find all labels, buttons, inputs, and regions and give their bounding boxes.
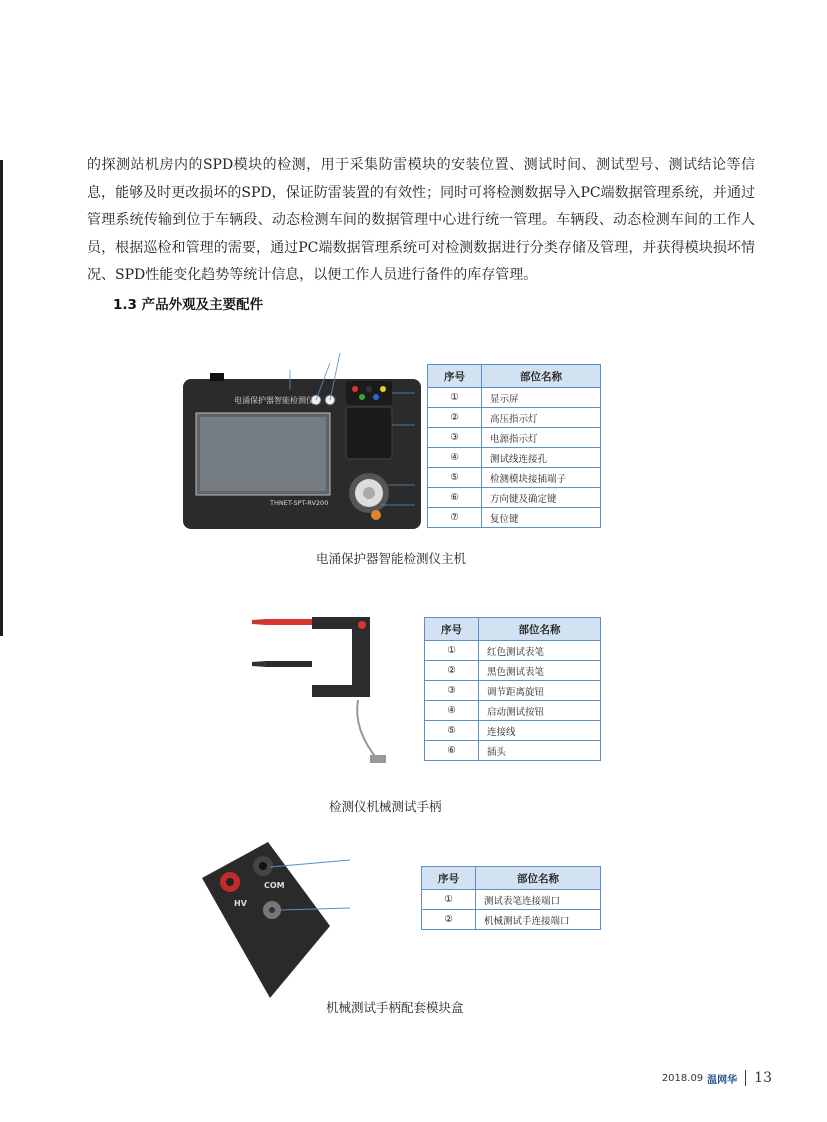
row-part-name: 测试线连接孔: [482, 448, 601, 468]
row-part-name: 方向键及确定键: [482, 488, 601, 508]
table-row: [425, 641, 601, 661]
header-name: 部位名称: [476, 867, 601, 890]
table-row: [428, 408, 601, 428]
issue-date: 2018.09: [661, 1072, 704, 1084]
row-number: ①: [425, 641, 479, 661]
com-label: COM: [264, 881, 285, 890]
row-number: ②: [425, 661, 479, 681]
row-part-name: 测试表笔连接端口: [476, 890, 601, 910]
row-part-name: 检测模块接插端子: [482, 468, 601, 488]
left-margin-bar: [0, 160, 3, 636]
table-row: [422, 910, 601, 930]
table-row: [425, 741, 601, 761]
main-unit-figure: [180, 345, 430, 535]
row-number: ⑦: [428, 508, 482, 528]
row-number: ⑥: [425, 741, 479, 761]
header-name: 部位名称: [482, 365, 601, 388]
table-row: [428, 388, 601, 408]
row-number: ②: [422, 910, 476, 930]
row-number: ⑤: [425, 721, 479, 741]
row-number: ③: [428, 428, 482, 448]
table-row: [425, 681, 601, 701]
table-row: [425, 661, 601, 681]
page-footer: [662, 1070, 772, 1086]
table-row: [428, 488, 601, 508]
row-number: ①: [422, 890, 476, 910]
paragraph-text: 的探测站机房内的SPD模块的检测，用于采集防雷模块的安装位置、测试时间、测试型号、测试结论等信息，能够及时更改损坏的SPD，保证防雷装置的有效性；同时可将检测数据导入PC端数据管理系统，并通过管理系统传输到位于车辆段、动态检测车间的数据管理中心进行统一管理。车辆段、动态检测车间的工作人员，根据巡检和管理的需要，通过PC端数据管理系统可对检测数据进行分类存储及管理，并获得模块损坏情况、SPD性能变化趋势等统计信息，以便工作人员进行备件的库存管理。: [87, 157, 755, 284]
module-box-caption: 机械测试手柄配套模块盒: [326, 1000, 464, 1015]
row-part-name: 电源指示灯: [482, 428, 601, 448]
header-num: 序号: [422, 867, 476, 890]
table-row: [428, 428, 601, 448]
handle-figure: [230, 605, 420, 775]
row-number: ③: [425, 681, 479, 701]
header-name: 部位名称: [479, 618, 601, 641]
table-row: [422, 890, 601, 910]
row-part-name: 调节距离旋钮: [479, 681, 601, 701]
row-part-name: 高压指示灯: [482, 408, 601, 428]
module-box-figure: [190, 838, 370, 1003]
row-part-name: 显示屏: [482, 388, 601, 408]
row-number: ⑤: [428, 468, 482, 488]
row-part-name: 启动测试按钮: [479, 701, 601, 721]
hv-label: HV: [234, 899, 247, 908]
row-number: ②: [428, 408, 482, 428]
footer-divider: [745, 1070, 746, 1086]
module-box-parts-table: [421, 866, 601, 930]
body-paragraph: [87, 152, 755, 290]
magazine-name: 温网华: [707, 1074, 738, 1086]
table-row: [428, 468, 601, 488]
page-number: 13: [754, 1070, 772, 1086]
handle-caption: 检测仪机械测试手柄: [329, 799, 442, 814]
handle-parts-table: [424, 617, 601, 761]
row-part-name: 复位键: [482, 508, 601, 528]
row-number: ④: [425, 701, 479, 721]
table-row: [428, 508, 601, 528]
section-title: 1.3 产品外观及主要配件: [113, 297, 264, 313]
header-num: 序号: [428, 365, 482, 388]
device-model-text: THNET-SPT-RV200: [270, 499, 329, 507]
row-part-name: 红色测试表笔: [479, 641, 601, 661]
row-part-name: 黑色测试表笔: [479, 661, 601, 681]
row-part-name: 插头: [479, 741, 601, 761]
row-number: ⑥: [428, 488, 482, 508]
row-part-name: 连接线: [479, 721, 601, 741]
header-num: 序号: [425, 618, 479, 641]
table-row: [428, 448, 601, 468]
device-title-text: 电涌保护器智能检测仪: [234, 396, 314, 405]
table-row: [425, 701, 601, 721]
main-unit-parts-table: [427, 364, 601, 528]
row-part-name: 机械测试手连接端口: [476, 910, 601, 930]
row-number: ④: [428, 448, 482, 468]
main-unit-caption: 电涌保护器智能检测仪主机: [316, 551, 467, 566]
row-number: ①: [428, 388, 482, 408]
table-row: [425, 721, 601, 741]
